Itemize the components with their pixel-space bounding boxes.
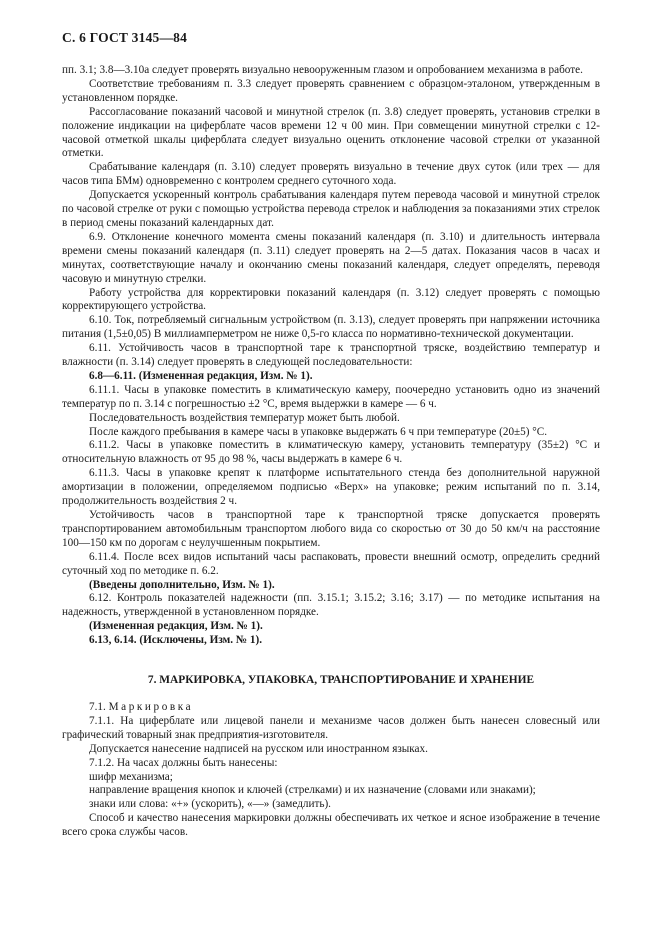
- subsection-number: 7.1.: [89, 700, 106, 713]
- paragraph: Способ и качество нанесения маркировки должны обеспечивать их четкое и ясное изображение в течение всего срока службы часов.: [62, 812, 600, 839]
- paragraph: пп. 3.1; 3.8—3.10а следует проверять визуально невооруженным глазом и опробованием механизма в работе.: [62, 64, 583, 76]
- paragraph: шифр механизма;: [89, 770, 173, 783]
- paragraph: 6.11.1. Часы в упаковке поместить в климатическую камеру, поочередно установить одно из значений температур по п. 3.14 с погрешностью ±2 °С, время выдержки в камере — 6 ч.: [62, 383, 600, 410]
- paragraph: 6.11.2. Часы в упаковке поместить в климатическую камеру, установить температуру (35±2) °С и относительную влажность от 95 до 98 %, часы выдержать в камере 6 ч.: [62, 439, 600, 466]
- paragraph: Допускается нанесение надписей на русском или иностранном языках.: [89, 742, 428, 755]
- amendment-note: (Введены дополнительно, Изм. № 1).: [89, 578, 275, 591]
- paragraph: знаки или слова: «+» (ускорить), «—» (замедлить).: [89, 798, 331, 811]
- subsection-heading: [62, 701, 600, 715]
- paragraph: Работу устройства для корректировки показаний календаря (п. 3.12) следует проверять с помощью корректирующего устройства.: [62, 286, 600, 313]
- paragraph: Соответствие требованиям п. 3.3 следует проверять сравнением с образцом-эталоном, утвержденным в установленном порядке.: [62, 77, 600, 104]
- paragraph: После каждого пребывания в камере часы в упаковке выдержать 6 ч при температуре (20±5) °С.: [89, 425, 548, 438]
- paragraph: 6.12. Контроль показателей надежности (пп. 3.15.1; 3.15.2; 3.16; 3.17) — по методике испытания на надежность, утвержденной в установленном порядке.: [62, 592, 600, 619]
- paragraph: Устойчивость часов в транспортной таре к транспортной тряске допускается проверять транспортированием автомобильным транспортом любого вида со скоростью от 30 до 50 км/ч на расстояние 100—150 км по дорогам с неулучшенным покрытием.: [62, 509, 600, 549]
- amendment-note: (Измененная редакция, Изм. № 1).: [89, 620, 263, 633]
- paragraph: Допускается ускоренный контроль срабатывания календаря путем перевода часовой и минутной стрелок по часовой стрелке от руки с помощью устройства перевода стрелок и наблюдения за показаниями этих стрелок в период смены показаний календарных дат.: [62, 189, 600, 229]
- page-header: С. 6 ГОСТ 3145—84: [62, 30, 188, 45]
- paragraph: Срабатывание календаря (п. 3.10) следует проверять визуально в течение двух суток (или трех — для часов типа БМм) одновременно с контролем среднего суточного хода.: [62, 161, 600, 188]
- paragraph: Последовательность воздействия температур может быть любой.: [89, 411, 400, 424]
- paragraph: Рассогласование показаний часовой и минутной стрелок (п. 3.8) следует проверять, установив стрелки в положение индикации на циферблате часов времени 12 ч 00 мин. При совмещении минутной стрелки с 12-часовой отметкой шкалы циферблата следует визуально оценить отклонение часовой стрелки от указанной отметки.: [62, 105, 600, 160]
- amendment-note: 6.13, 6.14. (Исключены, Изм. № 1).: [89, 634, 263, 647]
- paragraph: 6.11. Устойчивость часов в транспортной таре к транспортной тряске, воздействию температур и влажности (п. 3.14) следует проверять в следующей последовательности:: [62, 342, 600, 369]
- paragraph: 6.10. Ток, потребляемый сигнальным устройством (п. 3.13), следует проверять при напряжении источника питания (1,5±0,05) В миллиамперметром не ниже 0,5-го класса по нормативно-технической документации.: [62, 314, 600, 341]
- document-body: [62, 64, 600, 840]
- paragraph: направление вращения кнопок и ключей (стрелками) и их назначение (словами или знаками);: [89, 784, 536, 797]
- paragraph: 6.11.4. После всех видов испытаний часы распаковать, провести внешний осмотр, определить средний суточный ход по методике п. 6.2.: [62, 550, 600, 577]
- paragraph: 7.1.2. На часах должны быть нанесены:: [89, 756, 278, 769]
- amendment-note: 6.8—6.11. (Измененная редакция, Изм. № 1).: [89, 369, 313, 382]
- section-title: 7. МАРКИРОВКА, УПАКОВКА, ТРАНСПОРТИРОВАНИЕ И ХРАНЕНИЕ: [147, 674, 535, 687]
- paragraph: 6.11.3. Часы в упаковке крепят к платформе испытательного стенда без дополнительной наружной амортизации в положении, определяемом подписью «Верх» на упаковке; режим испытаний по п. 3.14, продолжительность воздействия 2 ч.: [62, 467, 600, 508]
- subsection-title: Маркировка: [108, 700, 194, 713]
- paragraph: 6.9. Отклонение конечного момента смены показаний календаря (п. 3.10) и длительность интервала времени смены показаний календаря (п. 3.11) следует проверять на 2—5 датах. Показания часов в часах и минутах, соответствующие началу и окончанию смены показаний календаря, следует определять, переводя часовую и минутную стрелки.: [62, 230, 600, 285]
- paragraph: 7.1.1. На циферблате или лицевой панели и механизме часов должен быть нанесен словесный или графический товарный знак предприятия-изготовителя.: [62, 714, 600, 741]
